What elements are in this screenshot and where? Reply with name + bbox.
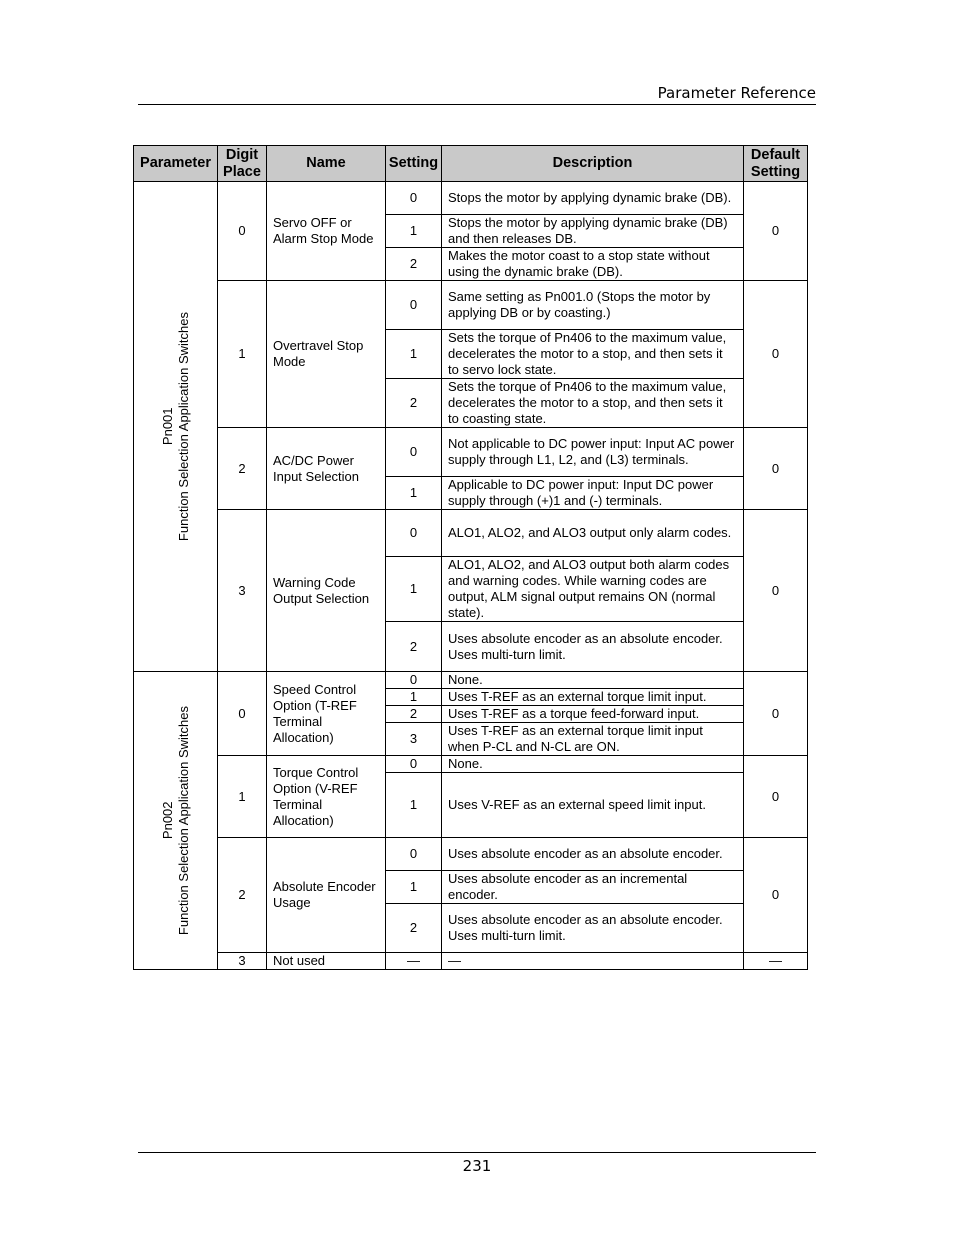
name-cell: Absolute Encoder Usage [267,838,386,953]
default-setting-cell: 0 [744,672,808,756]
name-cell: Speed Control Option (T-REF Terminal Allocation) [267,672,386,756]
name-cell: Not used [267,953,386,970]
digit-place-cell: 1 [218,756,267,838]
page-header [138,83,816,105]
parameter-group-label: Function Selection Application Switches [175,311,191,542]
default-setting-cell: 0 [744,756,808,838]
description-cell: Uses T-REF as a torque feed-forward input. [442,706,744,723]
digit-place-cell: 1 [218,281,267,428]
default-setting-cell: 0 [744,281,808,428]
setting-cell: 0 [386,756,442,773]
setting-cell: 0 [386,838,442,871]
description-cell: None. [442,756,744,773]
description-cell: None. [442,672,744,689]
description-cell: — [442,953,744,970]
description-cell: Uses T-REF as an external torque limit input when P-CL and N-CL are ON. [442,723,744,756]
setting-cell: 1 [386,871,442,904]
description-cell: Uses absolute encoder as an absolute encoder. [442,838,744,871]
col-header-parameter: Parameter [134,146,218,182]
parameter-cell [134,182,218,672]
default-setting-cell: — [744,953,808,970]
header-title: Parameter Reference [657,84,816,102]
col-header-default-setting: Default Setting [744,146,808,182]
table-row [134,953,808,970]
default-setting-cell: 0 [744,182,808,281]
description-cell: Uses absolute encoder as an absolute encoder. Uses multi-turn limit. [442,622,744,672]
digit-place-cell: 3 [218,510,267,672]
description-cell: Sets the torque of Pn406 to the maximum value, decelerates the motor to a stop, and then sets it to coasting state. [442,379,744,428]
description-cell: Not applicable to DC power input: Input AC power supply through L1, L2, and (L3) terminals. [442,428,744,477]
digit-place-cell: 2 [218,428,267,510]
name-cell: Servo OFF or Alarm Stop Mode [267,182,386,281]
table-row [134,838,808,871]
description-cell: Uses T-REF as an external torque limit input. [442,689,744,706]
table-row [134,182,808,215]
parameter-vertical-label [160,312,192,541]
name-cell: Overtravel Stop Mode [267,281,386,428]
description-cell: Same setting as Pn001.0 (Stops the motor by applying DB or by coasting.) [442,281,744,330]
setting-cell: 1 [386,773,442,838]
digit-place-cell: 0 [218,672,267,756]
description-cell: Uses absolute encoder as an incremental encoder. [442,871,744,904]
parameter-vertical-label [160,706,192,935]
parameter-table [133,145,808,970]
table-row [134,510,808,557]
digit-place-cell: 2 [218,838,267,953]
description-cell: Uses absolute encoder as an absolute encoder. Uses multi-turn limit. [442,904,744,953]
description-cell: Applicable to DC power input: Input DC power supply through (+)1 and (-) terminals. [442,477,744,510]
table-row [134,756,808,773]
default-setting-cell: 0 [744,510,808,672]
setting-cell: 3 [386,723,442,756]
setting-cell: 2 [386,706,442,723]
setting-cell: 2 [386,622,442,672]
setting-cell: 0 [386,510,442,557]
description-cell: Sets the torque of Pn406 to the maximum value, decelerates the motor to a stop, and then sets it to servo lock state. [442,330,744,379]
setting-cell: 0 [386,281,442,330]
description-cell: Stops the motor by applying dynamic brake (DB) and then releases DB. [442,215,744,248]
table-row [134,281,808,330]
page-number: 231 [462,1157,492,1175]
col-header-digit-place: Digit Place [218,146,267,182]
setting-cell: 2 [386,904,442,953]
col-header-description: Description [442,146,744,182]
default-setting-cell: 0 [744,838,808,953]
parameter-id: Pn001 [159,407,175,446]
parameter-group-label: Function Selection Application Switches [175,705,191,936]
name-cell: Warning Code Output Selection [267,510,386,672]
setting-cell: 1 [386,330,442,379]
setting-cell: 0 [386,672,442,689]
name-cell: Torque Control Option (V-REF Terminal Allocation) [267,756,386,838]
setting-cell: — [386,953,442,970]
digit-place-cell: 3 [218,953,267,970]
description-cell: Stops the motor by applying dynamic brake (DB). [442,182,744,215]
setting-cell: 1 [386,215,442,248]
setting-cell: 1 [386,557,442,622]
description-cell: ALO1, ALO2, and ALO3 output both alarm codes and warning codes. While warning codes are output, ALM signal output remains ON (normal state). [442,557,744,622]
parameter-id: Pn002 [159,801,175,840]
page-footer [138,1152,816,1175]
description-cell: Makes the motor coast to a stop state without using the dynamic brake (DB). [442,248,744,281]
description-cell: ALO1, ALO2, and ALO3 output only alarm codes. [442,510,744,557]
setting-cell: 2 [386,379,442,428]
col-header-name: Name [267,146,386,182]
col-header-setting: Setting [386,146,442,182]
setting-cell: 0 [386,182,442,215]
default-setting-cell: 0 [744,428,808,510]
setting-cell: 2 [386,248,442,281]
setting-cell: 0 [386,428,442,477]
table-row [134,672,808,689]
description-cell: Uses V-REF as an external speed limit input. [442,773,744,838]
name-cell: AC/DC Power Input Selection [267,428,386,510]
digit-place-cell: 0 [218,182,267,281]
table-header-row [134,146,808,182]
setting-cell: 1 [386,689,442,706]
table-row [134,428,808,477]
setting-cell: 1 [386,477,442,510]
parameter-cell [134,672,218,970]
